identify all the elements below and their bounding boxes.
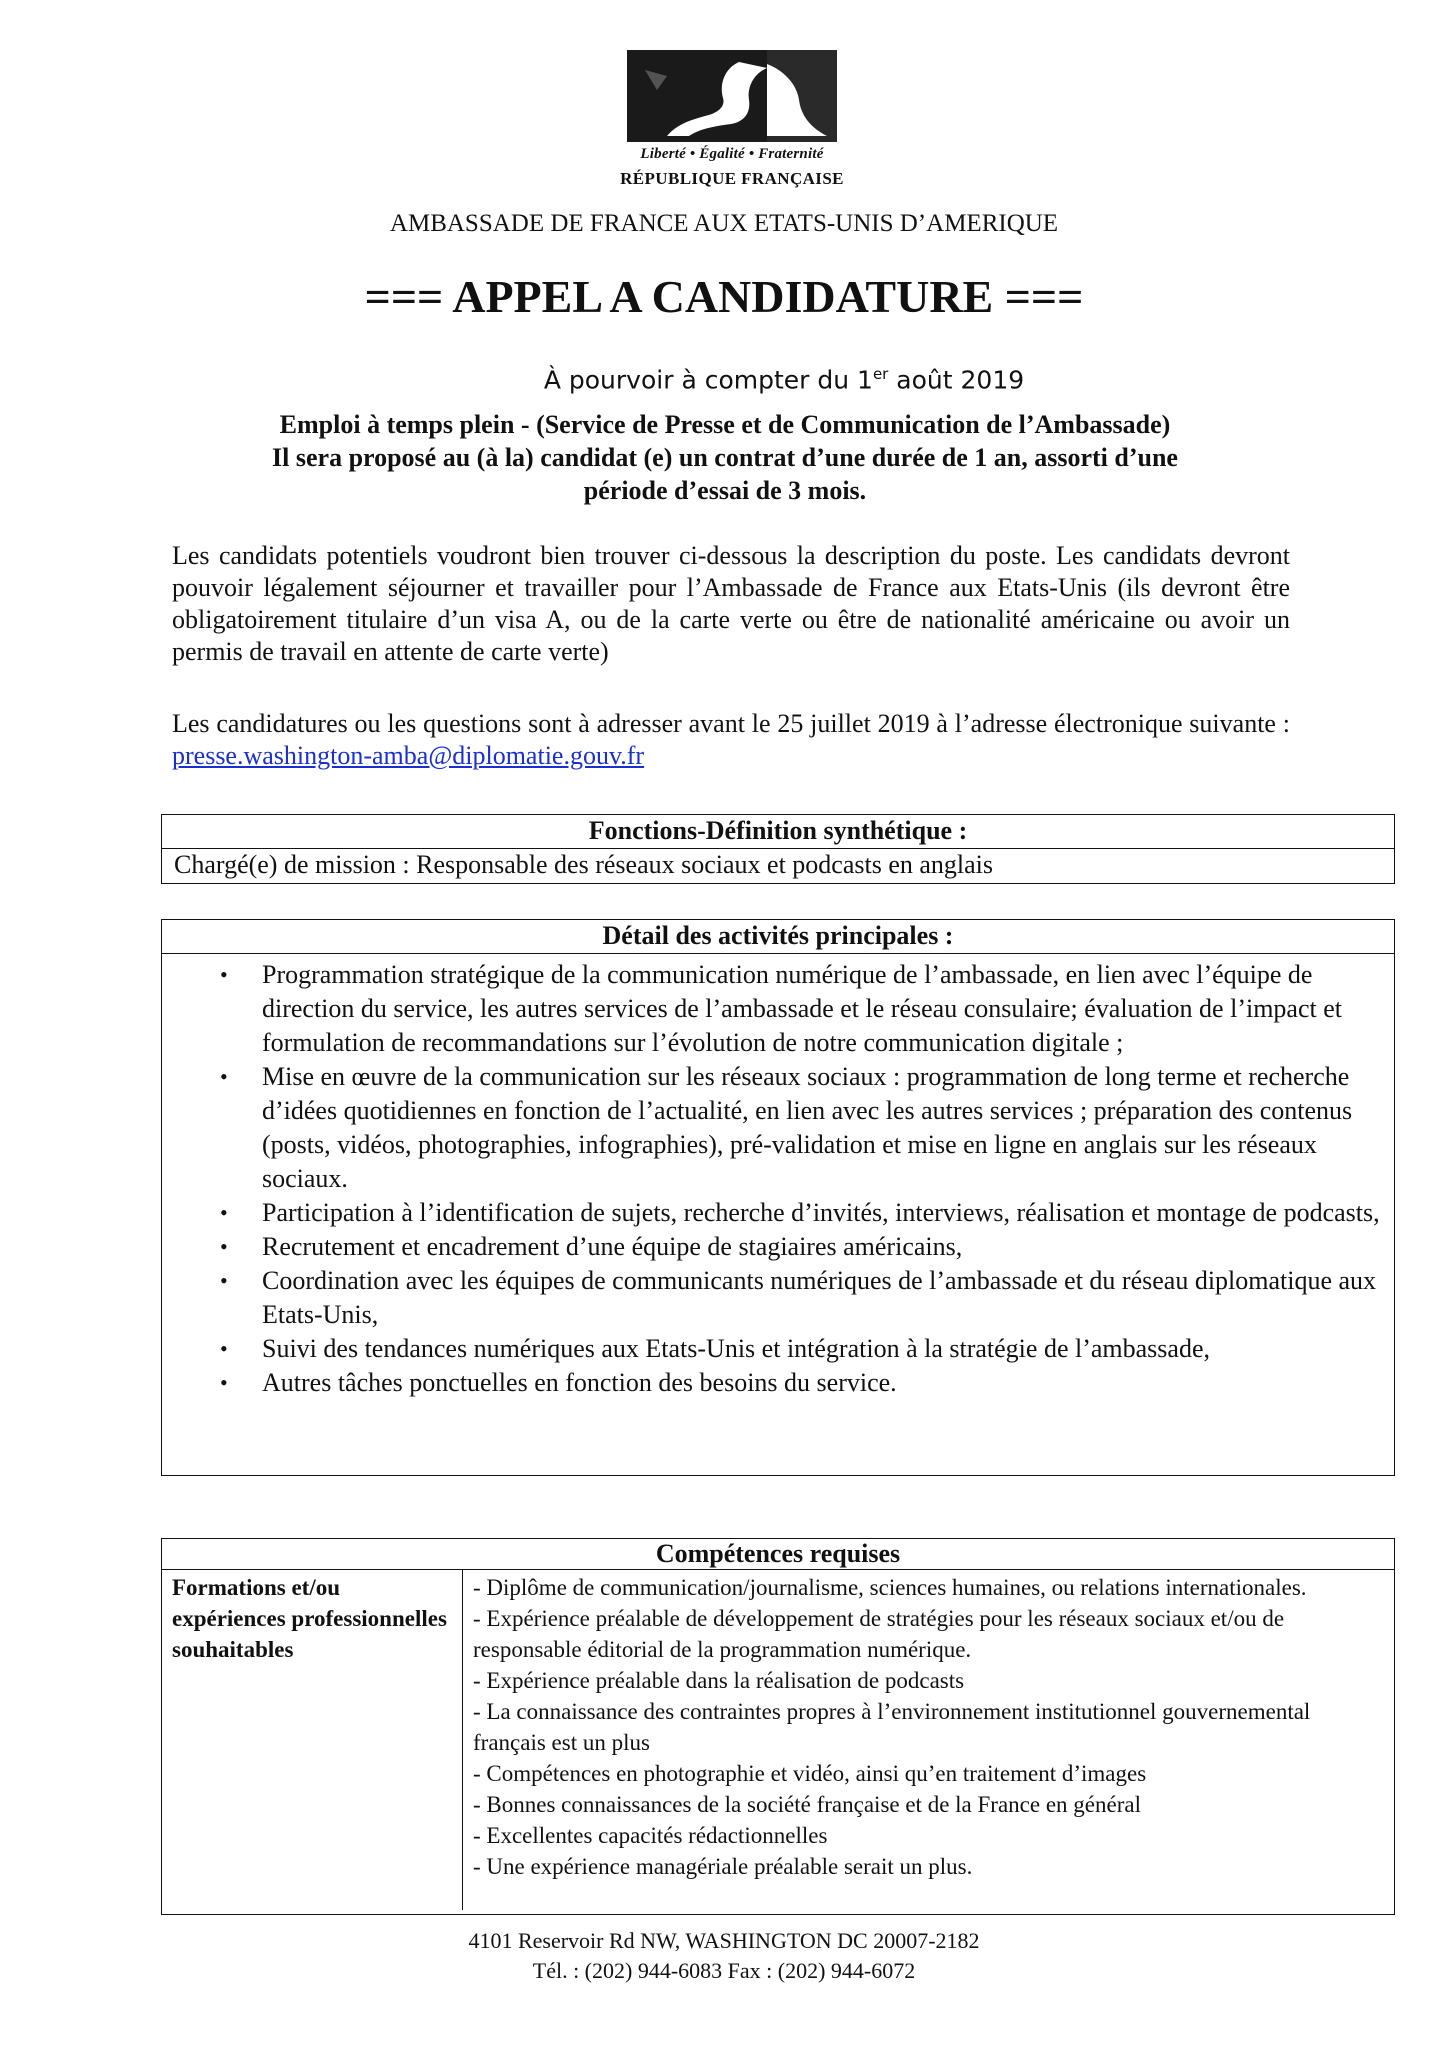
contract-details — [200, 408, 1250, 507]
skill-item: - Bonnes connaissances de la société française et de la France en général — [473, 1792, 1141, 1817]
skill-item: - Diplôme de communication/journalisme, sciences humaines, ou relations internationales. — [473, 1575, 1307, 1600]
footer-phone: Tél. : (202) 944-6083 Fax : (202) 944-6072 — [532, 1958, 916, 1983]
activity-text: Programmation stratégique de la communication numérique de l’ambassade, en lien avec l’équipe de direction du service, les autres services de l’ambassade et le réseau consulaire; évaluation de l’impact et formulation de recommandations sur l’évolution de notre communication digitale ; — [262, 960, 1342, 1057]
functions-heading: Fonctions-Définition synthétique : — [162, 815, 1394, 849]
skills-heading: Compétences requises — [162, 1539, 1394, 1570]
activities-list — [162, 954, 1394, 1400]
marianne-logo-icon — [627, 50, 837, 142]
activities-box — [161, 919, 1395, 1476]
list-item — [162, 1196, 1384, 1230]
bullet-icon: • — [220, 962, 228, 987]
contract-line: Emploi à temps plein - (Service de Presse et de Communication de l’Ambassade) — [279, 410, 1171, 439]
start-date-suffix: août 2019 — [888, 365, 1025, 395]
activity-text: Coordination avec les équipes de communicants numériques de l’ambassade et du réseau diplomatique aux Etats-Unis, — [262, 1266, 1377, 1329]
bullet-icon: • — [220, 1200, 228, 1225]
skills-box — [161, 1538, 1395, 1915]
page-title: === APPEL A CANDIDATURE === — [364, 271, 1084, 322]
skill-item: - Expérience préalable de développement de stratégies pour les réseaux sociaux et/ou de responsable éditorial de la programmation numérique. — [473, 1606, 1285, 1662]
activity-text: Participation à l’identification de sujets, recherche d’invités, interviews, réalisation et montage de podcasts, — [262, 1198, 1380, 1227]
logo-motto: Liberté • Égalité • Fraternité — [640, 146, 824, 162]
bullet-icon: • — [220, 1064, 228, 1089]
activity-text: Autres tâches ponctuelles en fonction des besoins du service. — [262, 1368, 897, 1397]
functions-box — [161, 814, 1395, 884]
skills-row — [162, 1570, 1394, 1910]
bullet-icon: • — [220, 1336, 228, 1361]
list-item — [162, 1264, 1384, 1332]
republique-logo — [620, 50, 844, 189]
intro-paragraph: Les candidats potentiels voudront bien trouver ci-dessous la description du poste. Les candidats devront pouvoir légalement séjourner et travailler pour l’Ambassade de France aux Etats-Unis (ils devront être obligatoirement titulaire d’un visa A, ou de la carte verte ou être de nationalité américaine ou avoir un permis de travail en attente de carte verte) — [172, 541, 1290, 666]
activities-heading: Détail des activités principales : — [162, 920, 1394, 954]
functions-body: Chargé(e) de mission : Responsable des réseaux sociaux et podcasts en anglais — [174, 850, 994, 879]
list-item — [162, 1332, 1384, 1366]
footer-address: 4101 Reservoir Rd NW, WASHINGTON DC 20007-2182 — [468, 1928, 980, 1953]
activity-text: Suivi des tendances numériques aux Etats-Unis et intégration à la stratégie de l’ambassade, — [262, 1334, 1210, 1363]
footer — [0, 1926, 1448, 1986]
contact-email-link[interactable]: presse.washington-amba@diplomatie.gouv.fr — [172, 741, 645, 770]
bullet-icon: • — [220, 1268, 228, 1293]
skills-label: Formations et/ou expériences professionnelles souhaitables — [162, 1570, 463, 1910]
embassy-name: AMBASSADE DE FRANCE AUX ETATS-UNIS D’AMERIQUE — [389, 210, 1059, 237]
application-paragraph — [172, 708, 1290, 772]
skill-item: - Compétences en photographie et vidéo, ainsi qu’en traitement d’images — [473, 1761, 1147, 1786]
start-date-sup: er — [872, 365, 889, 383]
contract-line: Il sera proposé au (à la) candidat (e) un contrat d’une durée de 1 an, assorti d’une — [272, 443, 1178, 472]
skill-item: - Expérience préalable dans la réalisation de podcasts — [473, 1668, 965, 1693]
logo-name: RÉPUBLIQUE FRANÇAISE — [620, 169, 844, 188]
contract-line: période d’essai de 3 mois. — [583, 476, 867, 505]
skill-item: - Une expérience managériale préalable serait un plus. — [473, 1854, 973, 1879]
skills-list — [463, 1570, 1394, 1910]
activity-text: Recrutement et encadrement d’une équipe de stagiaires américains, — [262, 1232, 963, 1261]
skill-item: - Excellentes capacités rédactionnelles — [473, 1823, 828, 1848]
application-text: Les candidatures ou les questions sont à adresser avant le 25 juillet 2019 à l’adresse électronique suivante : — [172, 709, 1290, 738]
list-item — [162, 1060, 1384, 1196]
start-date-prefix: À pourvoir à compter du 1 — [543, 365, 873, 395]
activity-text: Mise en œuvre de la communication sur les réseaux sociaux : programmation de long terme et recherche d’idées quotidiennes en fonction de l’actualité, en lien avec les autres services ; préparation des contenus (posts, vidéos, photographies, infographies), pré-validation et mise en ligne en anglais sur les réseaux sociaux. — [262, 1062, 1353, 1193]
list-item — [162, 1366, 1384, 1400]
list-item — [162, 958, 1384, 1060]
bullet-icon: • — [220, 1370, 228, 1395]
bullet-icon: • — [220, 1234, 228, 1259]
skill-item: - La connaissance des contraintes propres à l’environnement institutionnel gouvernemental français est un plus — [473, 1699, 1311, 1755]
list-item — [162, 1230, 1384, 1264]
start-date — [0, 365, 1448, 394]
